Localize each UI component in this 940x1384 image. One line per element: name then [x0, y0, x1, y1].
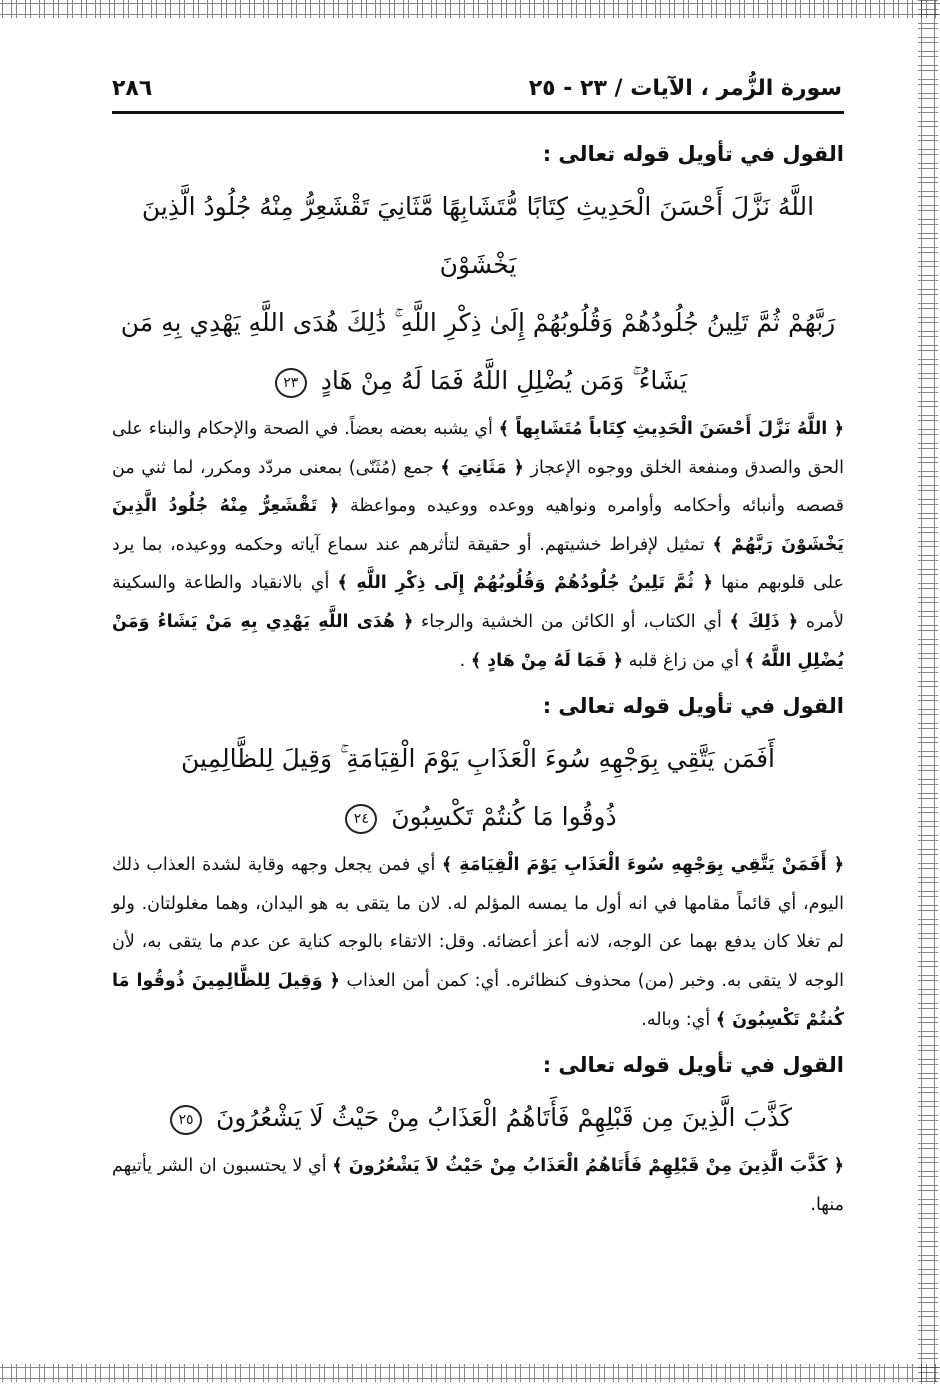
commentary-text: أي من زاغ قلبه — [623, 650, 745, 671]
page-body — [112, 128, 844, 1230]
page-number: ٢٨٦ — [112, 75, 153, 101]
commentary-paragraph — [112, 410, 844, 680]
quoted-verse-fragment: ﴿ اللَّهُ نَزَّلَ أَحْسَنَ الْحَدِيثِ كِتَاباً مُتَشَابِهاً ﴾ — [498, 419, 844, 439]
quoted-verse-fragment: ﴿ أَفَمَنْ يَتَّقِي بِوَجْهِهِ سُوءَ الْعَذَابِ يَوْمَ الْقِيَامَةِ ﴾ — [441, 855, 844, 876]
quran-verse-line: أَفَمَن يَتَّقِي بِوَجْهِهِ سُوءَ الْعَذَابِ يَوْمَ الْقِيَامَةِ ۚ وَقِيلَ لِلظَّالِمِينَ — [181, 744, 775, 774]
quoted-verse-fragment: ﴿ تَقْشَعِرُّ مِنْهُ جُلُودُ الَّذِينَ يَخْشَوْنَ رَبَّهُمْ ﴾ — [112, 496, 844, 555]
verse-text: كَذَّبَ الَّذِينَ مِن قَبْلِهِمْ فَأَتَاهُمُ الْعَذَابُ مِنْ حَيْثُ لَا يَشْعُرُونَ — [215, 1103, 793, 1133]
decorative-border-top — [0, 0, 940, 18]
section-heading: القول في تأويل قوله تعالى : — [542, 1053, 844, 1078]
quoted-verse-fragment: ﴿ ثُمَّ تَلِينُ جُلُودُهُمْ وَقُلُوبُهُمْ إِلَى ذِكْرِ اللَّهِ ﴾ — [337, 573, 713, 594]
quoted-verse-fragment: ﴿ مَثَانِيَ ﴾ — [440, 457, 524, 478]
commentary-text: جمع (مُثَنّى) بمعنى مردّد ومكرر، لما ثني من قصصه وأنبائه وأحكامه وأوامره ونواهيه ووعده ووعيده ومواعظة — [112, 457, 844, 517]
commentary-paragraph — [112, 1147, 844, 1224]
commentary-paragraph — [112, 846, 844, 1039]
quoted-verse-fragment: ﴿ كَذَّبَ الَّذِينَ مِنْ قَبْلِهِمْ فَأَتَاهُمُ الْعَذَابُ مِنْ حَيْثُ لاَ يَشْعُرُونَ ﴾ — [332, 1156, 844, 1177]
verse-text: يَشَاءُ ۚ وَمَن يُضْلِلِ اللَّهُ فَمَا لَهُ مِنْ هَادٍ — [320, 366, 688, 395]
section-heading: القول في تأويل قوله تعالى : — [542, 694, 844, 719]
page-header — [112, 68, 842, 108]
decorative-border-bottom — [0, 1364, 940, 1382]
commentary-text: أي: وباله. — [641, 1009, 716, 1030]
section-ayah-25 — [112, 1045, 844, 1224]
quoted-verse-fragment: ﴿ ذَلِكَ ﴾ — [729, 611, 799, 632]
commentary-text: أي يشبه بعضه بعضاً. في الصحة والإحكام والبناء على الحق والصدق ومنفعة الخلق ووجوه الإعجاز — [112, 419, 844, 478]
quran-verse-line — [112, 1089, 844, 1147]
quoted-verse-fragment: ﴿ هُدَى اللَّهِ يَهْدِي بِهِ مَنْ يَشَاءُ وَمَنْ يُضْلِلِ اللَّهُ ﴾ — [112, 611, 844, 671]
section-ayah-23 — [112, 134, 844, 680]
ayah-number-marker: ٢٥ — [170, 1105, 202, 1135]
commentary-text: أي لا يحتسبون ان الشر يأتيهم منها. — [112, 1156, 844, 1215]
commentary-text: تمثيل لإفراط خشيتهم. أو حقيقة لتأثرهم عند سماع آياته وحكمه ووعيده، بما يرد على قلوبهم منها — [112, 534, 844, 594]
section-ayah-24 — [112, 686, 844, 1039]
quran-verse-line — [112, 352, 844, 410]
commentary-text: . — [459, 650, 471, 671]
quran-verse-line: اللَّهُ نَزَّلَ أَحْسَنَ الْحَدِيثِ كِتَابًا مُّتَشَابِهًا مَّثَانِيَ تَقْشَعِرُّ مِنْهُ جُلُودُ الَّذِينَ يَخْشَوْنَ — [141, 192, 815, 279]
quoted-verse-fragment: ﴿ فَمَا لَهُ مِنْ هَادٍ ﴾ — [470, 650, 623, 671]
ayah-number-marker: ٢٣ — [275, 368, 307, 398]
section-heading: القول في تأويل قوله تعالى : — [542, 142, 844, 166]
commentary-text: أي الكتاب، أو الكائن من الخشية والرجاء — [413, 611, 730, 632]
quran-verse-line: رَبَّهُمْ ثُمَّ تَلِينُ جُلُودُهُمْ وَقُلُوبُهُمْ إِلَىٰ ذِكْرِ اللَّهِ ۚ ذَٰلِكَ هُدَى اللَّهِ يَهْدِي بِهِ مَن — [120, 308, 836, 337]
commentary-text: أي بالانقياد والطاعة والسكينة لأمره — [112, 573, 845, 632]
verse-text: ذُوقُوا مَا كُنتُمْ تَكْسِبُونَ — [391, 802, 617, 832]
commentary-text: أي فمن يجعل وجهه وقاية لشدة العذاب ذلك اليوم، أي قائماً مقامها في انه أول ما يمسه المؤلم له. لان ما يتقى به هو اليدان، وهما مغلولتان. ولو لم تغلا كان يدفع بهما عن الوجه، لانه أعز أعضائه. وقل: الاتقاء بالوجه كناية عن عدم ما يتقى به، لأن الوجه لا يتقى به. وخبر (من) محذوف كنظائره. أي: كمن أمن العذاب — [112, 855, 844, 991]
quran-verse-line — [112, 788, 844, 846]
header-rule — [112, 111, 844, 114]
quoted-verse-fragment: ﴿ وَقِيلَ لِلظَّالِمِينَ ذُوقُوا مَا كُنتُمْ تَكْسِبُونَ ﴾ — [112, 970, 844, 1030]
ayah-number-marker: ٢٤ — [345, 804, 377, 834]
decorative-border-right — [918, 0, 938, 1384]
running-title: سورة الزُّمر ، الآيات / ٢٣ - ٢٥ — [528, 75, 842, 101]
